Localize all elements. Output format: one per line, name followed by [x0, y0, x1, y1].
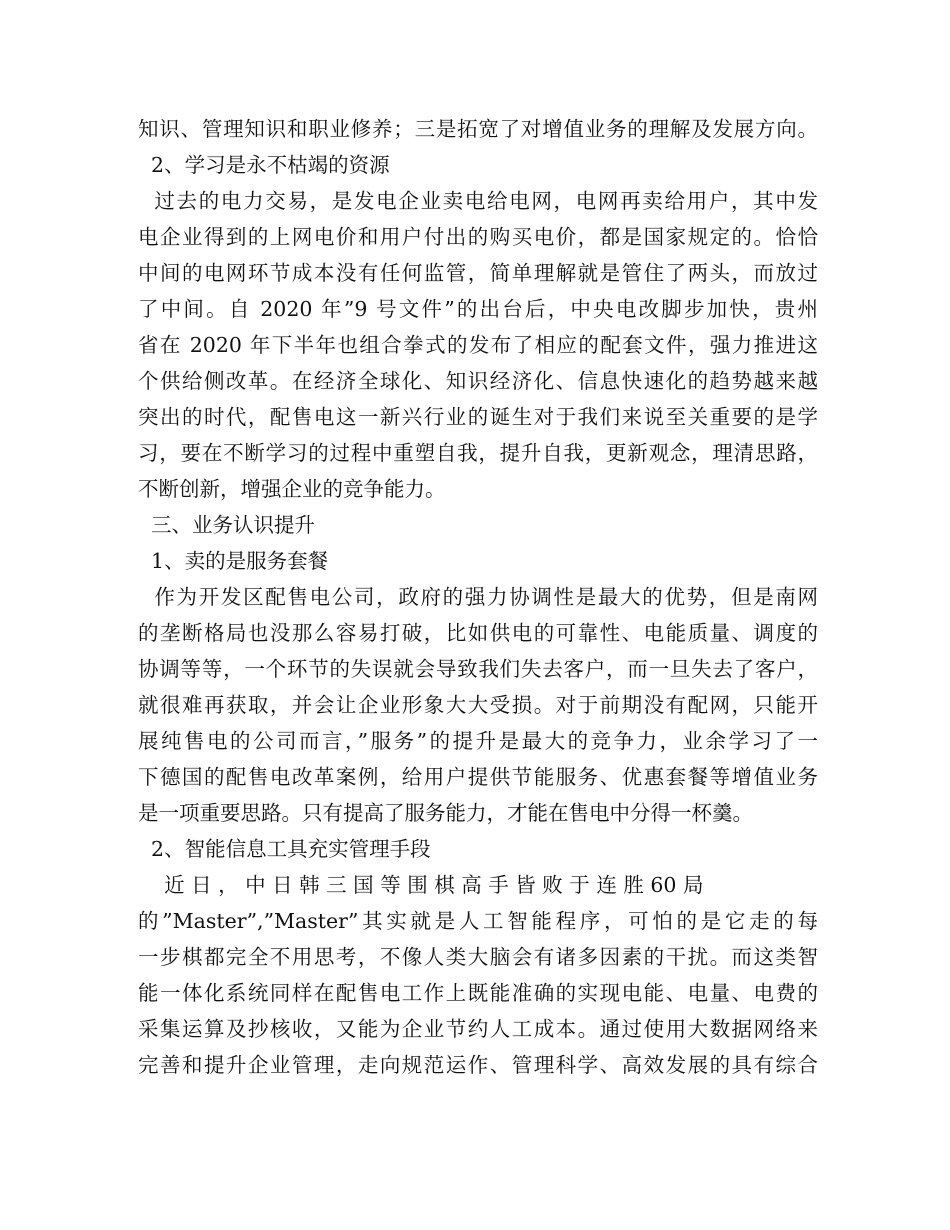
text-line: 近 日 ， 中 日 韩 三 国 等 围 棋 高 手 皆 败 于 连 胜 60 局 — [138, 873, 704, 897]
section-heading: 三、业务认识提升 — [138, 513, 316, 537]
text-line: 突出的时代，配售电这一新兴行业的诞生对于我们来说至关重要的是学 — [138, 405, 818, 429]
text-line: 协调等等，一个环节的失误就会导致我们失去客户，而一旦失去了客户， — [138, 657, 818, 681]
text-line: 电企业得到的上网电价和用户付出的购买电价，都是国家规定的。恰恰 — [138, 225, 818, 249]
text-line: 省在 2020 年下半年也组合拳式的发布了相应的配套文件，强力推进这 — [138, 333, 818, 357]
text-line: 过去的电力交易，是发电企业卖电给电网，电网再卖给用户，其中发 — [138, 189, 818, 213]
section-heading: 1、卖的是服务套餐 — [138, 549, 329, 573]
text-line: 了中间。自 2020 年”9 号文件”的出台后，中央电改脚步加快，贵州 — [138, 297, 818, 321]
text-line: 能一体化系统同样在配售电工作上既能准确的实现电能、电量、电费的 — [138, 981, 818, 1005]
text-line: 下德国的配售电改革案例，给用户提供节能服务、优惠套餐等增值业务 — [138, 765, 818, 789]
text-line: 知识、管理知识和职业修养；三是拓宽了对增值业务的理解及发展方向。 — [138, 117, 818, 141]
text-line: 的”Master”,”Master”其实就是人工智能程序，可怕的是它走的每 — [138, 909, 818, 933]
section-heading: 2、学习是永不枯竭的资源 — [138, 153, 390, 177]
text-line: 就很难再获取，并会让企业形象大大受损。对于前期没有配网，只能开 — [138, 693, 818, 717]
text-line: 个供给侧改革。在经济全球化、知识经济化、信息快速化的趋势越来越 — [138, 369, 818, 393]
text-line: 不断创新，增强企业的竞争能力。 — [138, 477, 446, 501]
text-line: 作为开发区配售电公司，政府的强力协调性是最大的优势，但是南网 — [138, 585, 818, 609]
section-heading: 2、智能信息工具充实管理手段 — [138, 837, 431, 861]
text-line: 一步棋都完全不用思考，不像人类大脑会有诸多因素的干扰。而这类智 — [138, 945, 818, 969]
text-line: 采集运算及抄核收，又能为企业节约人工成本。通过使用大数据网络来 — [138, 1017, 818, 1041]
text-line: 习，要在不断学习的过程中重塑自我，提升自我，更新观念，理清思路， — [138, 441, 818, 465]
text-line: 展纯售电的公司而言，”服务”的提升是最大的竞争力，业余学习了一 — [138, 729, 818, 753]
text-line: 中间的电网环节成本没有任何监管，简单理解就是管住了两头，而放过 — [138, 261, 818, 285]
text-line: 完善和提升企业管理，走向规范运作、管理科学、高效发展的具有综合 — [138, 1053, 818, 1077]
text-line: 的垄断格局也没那么容易打破，比如供电的可靠性、电能质量、调度的 — [138, 621, 818, 645]
text-line: 是一项重要思路。只有提高了服务能力，才能在售电中分得一杯羹。 — [138, 801, 753, 825]
